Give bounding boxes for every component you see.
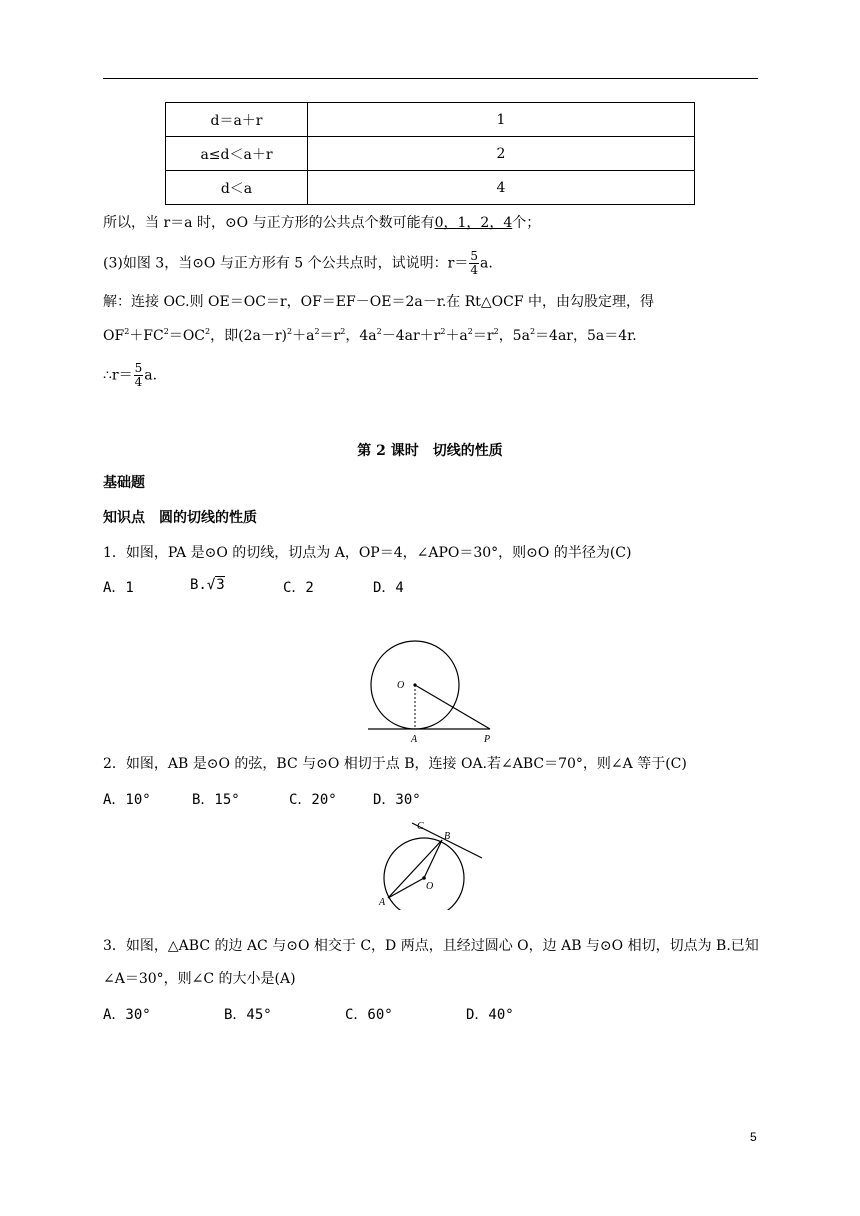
solution-line-1: 解：连接 OC.则 OE＝OC＝r，OF＝EF－OE＝2a－r.在 Rt△OCF 中，由勾股定理，得 xyxy=(103,294,655,310)
q3-option-a: A．30° xyxy=(103,1007,151,1023)
q3-option-b: B．45° xyxy=(224,1007,272,1023)
fraction-numerator: 5 xyxy=(134,361,143,375)
fraction xyxy=(469,250,479,277)
q2-option-b: B．15° xyxy=(192,792,240,808)
lesson-title: 第 2 课时 切线的性质 xyxy=(357,443,503,459)
section-knowledge: 知识点 圆的切线的性质 xyxy=(103,510,257,526)
question-1: 1．如图，PA 是⊙O 的切线，切点为 A，OP＝4，∠APO＝30°，则⊙O 的半径为(C) xyxy=(103,545,632,561)
table-row xyxy=(166,103,695,137)
sol-part: ＝r xyxy=(319,328,341,344)
q1-option-c: C．2 xyxy=(283,580,314,596)
superscript: 2 xyxy=(205,327,211,336)
label-b: B xyxy=(444,831,451,842)
q1-option-b: B.√3 xyxy=(190,577,225,593)
q1-option-d: D．4 xyxy=(373,580,404,596)
table-cell-condition: d＝a＋r xyxy=(166,103,308,137)
sol-part: ＝r xyxy=(472,328,494,344)
therefore-suffix: a. xyxy=(144,367,158,384)
sol-part: ＋a xyxy=(292,328,315,344)
distance-table xyxy=(165,102,695,205)
q2-option-c: C．20° xyxy=(289,792,337,808)
label-p: P xyxy=(484,734,491,745)
table-row xyxy=(166,171,695,205)
segment-ob xyxy=(424,840,442,878)
question-3-part xyxy=(103,250,493,277)
superscript: 2 xyxy=(340,327,346,336)
fraction-denominator: 4 xyxy=(470,263,478,277)
table-cell-count: 2 xyxy=(308,137,695,171)
so-prefix: 所以，当 r＝a 时，⊙O 与正方形的公共点个数可能有 xyxy=(103,215,435,231)
segment-op xyxy=(415,685,490,729)
sol-part: ，5a xyxy=(498,328,530,344)
label-o: O xyxy=(397,680,405,691)
sol-part: ，即(2a－r) xyxy=(210,328,287,344)
center-point xyxy=(413,683,416,686)
so-answer: 0，1，2，4 xyxy=(434,215,513,231)
sol-part: ＝4ar，5a＝4r. xyxy=(535,328,637,344)
circle-o xyxy=(384,838,464,910)
segment-oa xyxy=(388,878,424,898)
label-o: O xyxy=(426,881,434,892)
table-cell-condition: d＜a xyxy=(166,171,308,205)
page-number: 5 xyxy=(750,1130,757,1144)
q1-option-b-label: B. xyxy=(190,577,207,593)
q3-option-c: C．60° xyxy=(345,1007,393,1023)
sol-part: ＋a xyxy=(445,328,468,344)
table-cell-count: 1 xyxy=(308,103,695,137)
so-suffix: 个； xyxy=(512,215,541,231)
q3-suffix: a. xyxy=(480,255,493,272)
fraction xyxy=(134,362,144,389)
label-a: A xyxy=(411,734,418,745)
figure-1-diagram xyxy=(360,638,500,748)
sol-part: ＋FC xyxy=(129,328,164,344)
figure-2-diagram xyxy=(372,818,487,910)
superscript: 2 xyxy=(124,327,130,336)
q2-option-a: A．10° xyxy=(103,792,151,808)
q1-option-a: A．1 xyxy=(103,580,134,596)
q2-option-d: D．30° xyxy=(373,792,421,808)
label-c: C xyxy=(417,821,424,832)
therefore-line xyxy=(103,362,157,389)
header-rule xyxy=(103,78,758,79)
q3-prefix: (3)如图 3，当⊙O 与正方形有 5 个公共点时，试说明：r＝ xyxy=(103,255,469,272)
superscript: 2 xyxy=(493,327,499,336)
solution-line-2 xyxy=(103,327,637,345)
sol-part: ，4a xyxy=(345,328,377,344)
superscript: 2 xyxy=(529,327,536,336)
fraction-denominator: 4 xyxy=(134,375,143,389)
sol-part: －4ar＋r xyxy=(381,328,441,344)
fraction-numerator: 5 xyxy=(470,249,478,263)
so-line xyxy=(103,214,540,232)
question-3-line-2: ∠A＝30°，则∠C 的大小是(A) xyxy=(103,971,296,987)
q3-option-d: D．40° xyxy=(466,1007,514,1023)
superscript: 2 xyxy=(163,327,169,336)
sol-part: OF xyxy=(103,328,125,344)
superscript: 2 xyxy=(314,327,320,336)
section-basic: 基础题 xyxy=(103,475,145,491)
radicand: 3 xyxy=(216,577,225,593)
superscript: 2 xyxy=(376,327,382,336)
therefore-prefix: ∴r＝ xyxy=(103,367,133,384)
label-a: A xyxy=(379,897,386,908)
table-row xyxy=(166,137,695,171)
table-cell-count: 4 xyxy=(308,171,695,205)
question-3-line-1: 3．如图，△ABC 的边 AC 与⊙O 相交于 C，D 两点，且经过圆心 O，边 AB 与⊙O 相切，切点为 B.已知 xyxy=(103,938,759,954)
center-point xyxy=(422,876,426,880)
superscript: 2 xyxy=(287,327,293,336)
question-2: 2．如图，AB 是⊙O 的弦，BC 与⊙O 相切于点 B，连接 OA.若∠ABC＝70°，则∠A 等于(C) xyxy=(103,756,687,772)
superscript: 2 xyxy=(467,327,473,336)
sol-part: ＝OC xyxy=(168,328,206,344)
superscript: 2 xyxy=(440,327,446,336)
table-cell-condition: a≤d＜a＋r xyxy=(166,137,308,171)
